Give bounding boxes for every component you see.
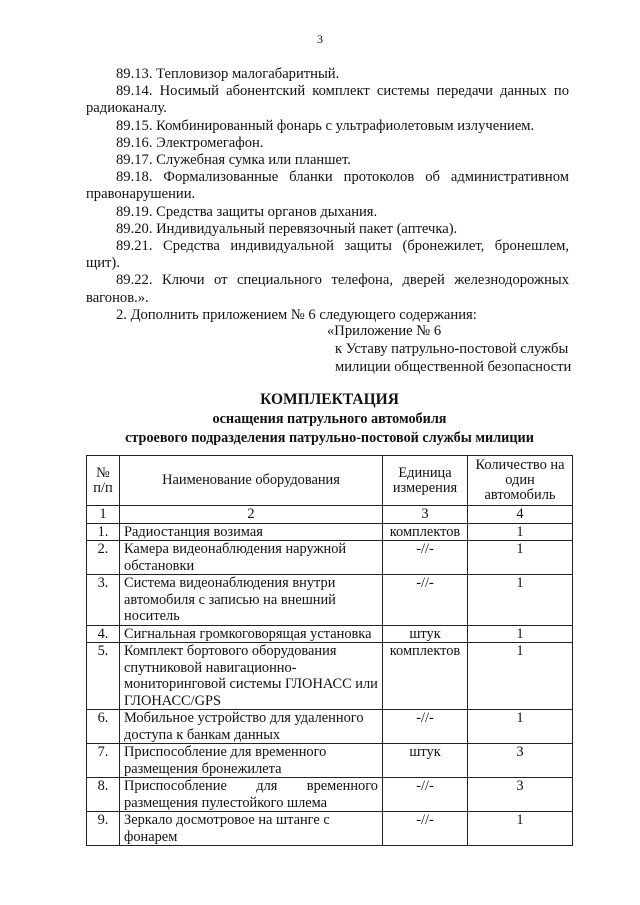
unit: -//- [383, 575, 468, 626]
table-header-row [87, 456, 573, 506]
page-number: 3 [317, 32, 323, 46]
row-number: 8. [87, 778, 120, 812]
header-quantity: Количество на один автомобиль [468, 456, 573, 506]
paragraph-89-22: 89.22. Ключи от специального телефона, дверей железнодорожных вагонов.». [86, 272, 569, 306]
col-num-3: 3 [383, 506, 468, 524]
appendix-line-3: милиции общественной безопасности [335, 359, 572, 375]
paragraph-89-16: 89.16. Электромегафон. [116, 134, 264, 151]
equipment-table [86, 455, 573, 846]
quantity: 3 [468, 778, 573, 812]
quantity: 1 [468, 625, 573, 643]
header-number: № п/п [87, 456, 120, 506]
equipment-name: Приспособление для временного размещения пулестойкого шлема [120, 778, 383, 812]
equipment-name: Комплект бортового оборудования спутниковой навигационно-мониторинговой системы ГЛОНАСС или ГЛОНАСС/GPS [120, 643, 383, 710]
paragraph-89-18: 89.18. Формализованные бланки протоколов об административном правонарушении. [86, 169, 569, 203]
paragraph-89-15: 89.15. Комбинированный фонарь с ультрафиолетовым излучением. [116, 117, 535, 134]
equipment-name: Камера видеонаблюдения наружной обстановки [120, 541, 383, 575]
unit: штук [383, 744, 468, 778]
table-row [87, 812, 573, 846]
row-number: 7. [87, 744, 120, 778]
paragraph-89-21: 89.21. Средства индивидуальной защиты (бронежилет, бронешлем, щит). [86, 238, 569, 272]
col-num-1: 1 [87, 506, 120, 524]
unit: -//- [383, 778, 468, 812]
paragraph-89-19: 89.19. Средства защиты органов дыхания. [116, 203, 378, 220]
col-num-4: 4 [468, 506, 573, 524]
table-row [87, 744, 573, 778]
column-number-row [87, 506, 573, 524]
title-main: КОМПЛЕКТАЦИЯ [260, 391, 399, 408]
table-row [87, 541, 573, 575]
row-number: 2. [87, 541, 120, 575]
unit: штук [383, 625, 468, 643]
table-row [87, 778, 573, 812]
row-number: 3. [87, 575, 120, 626]
appendix-header [327, 322, 571, 376]
unit: комплектов [383, 523, 468, 541]
unit: -//- [383, 812, 468, 846]
quantity: 1 [468, 523, 573, 541]
amendment-list [86, 66, 569, 324]
unit: -//- [383, 541, 468, 575]
col-num-2: 2 [120, 506, 383, 524]
appendix-line-2: к Уставу патрульно-постовой службы [335, 341, 569, 357]
row-number: 5. [87, 643, 120, 710]
row-number: 9. [87, 812, 120, 846]
title-sub-2: строевого подразделения патрульно-постовой службы милиции [125, 430, 534, 446]
equipment-name: Система видеонаблюдения внутри автомобиля с записью на внешний носитель [120, 575, 383, 626]
row-number: 1. [87, 523, 120, 541]
table-row [87, 625, 573, 643]
quantity: 1 [468, 575, 573, 626]
row-number: 4. [87, 625, 120, 643]
table-row [87, 523, 573, 541]
table-row [87, 710, 573, 744]
equipment-name: Радиостанция возимая [120, 523, 383, 541]
table-row [87, 643, 573, 710]
document-title [86, 390, 573, 448]
quantity: 1 [468, 643, 573, 710]
paragraph-2: 2. Дополнить приложением № 6 следующего содержания: [116, 306, 477, 323]
unit: -//- [383, 710, 468, 744]
paragraph-89-17: 89.17. Служебная сумка или планшет. [116, 152, 351, 169]
quantity: 1 [468, 710, 573, 744]
equipment-name: Приспособление для временного размещения бронежилета [120, 744, 383, 778]
equipment-name: Мобильное устройство для удаленного доступа к банкам данных [120, 710, 383, 744]
paragraph-89-20: 89.20. Индивидуальный перевязочный пакет (аптечка). [116, 220, 458, 237]
quantity: 3 [468, 744, 573, 778]
paragraph-89-13: 89.13. Тепловизор малогабаритный. [116, 66, 340, 82]
appendix-line-1: «Приложение № 6 [327, 323, 442, 339]
equipment-name: Зеркало досмотровое на штанге с фонарем [120, 812, 383, 846]
header-name: Наименование оборудования [120, 456, 383, 506]
row-number: 6. [87, 710, 120, 744]
header-unit: Единица измерения [383, 456, 468, 506]
unit: комплектов [383, 643, 468, 710]
quantity: 1 [468, 541, 573, 575]
quantity: 1 [468, 812, 573, 846]
title-sub-1: оснащения патрульного автомобиля [212, 411, 447, 427]
paragraph-89-14: 89.14. Носимый абонентский комплект системы передачи данных по радиоканалу. [86, 83, 569, 117]
table-row [87, 575, 573, 626]
equipment-name: Сигнальная громкоговорящая установка [120, 625, 383, 643]
